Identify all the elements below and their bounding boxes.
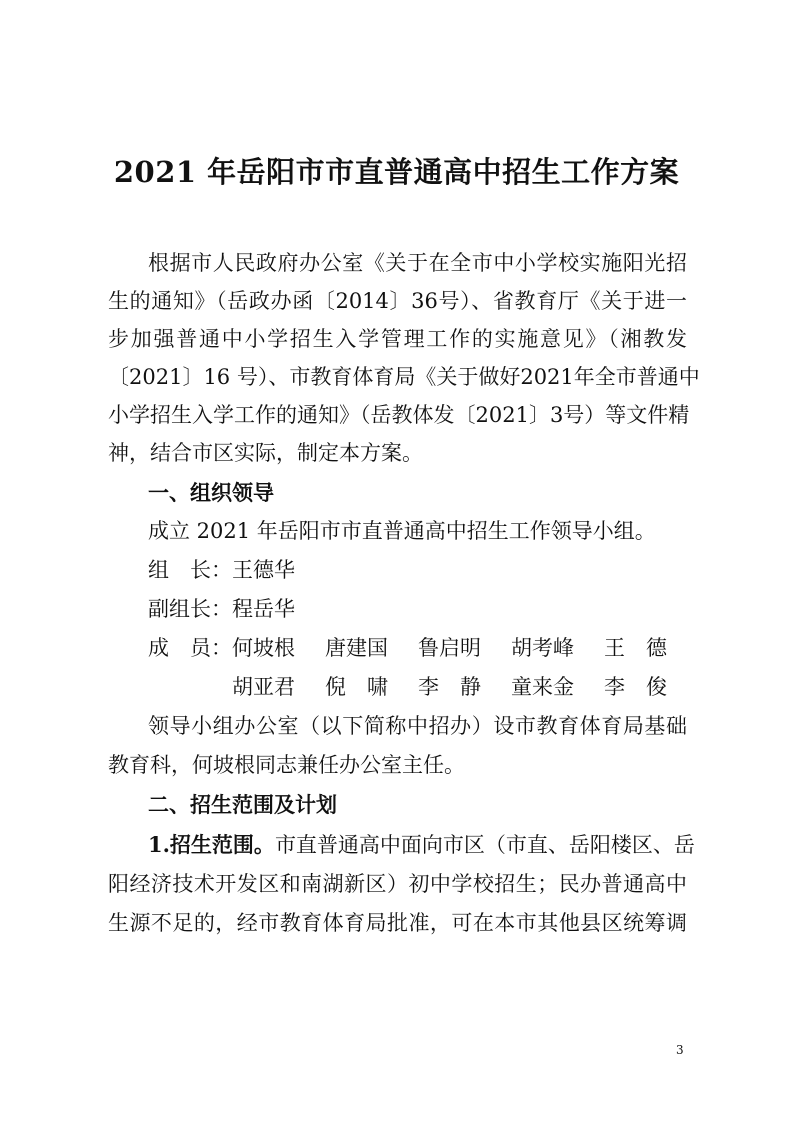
section1-text: 成立 2021 年岳阳市市直普通高中招生工作领导小组。 — [148, 519, 656, 543]
intro-line-5: 小学招生入学工作的通知》（岳教体发〔2021〕3号）等文件精 — [108, 403, 690, 427]
scope-line-3: 生源不足的，经市教育体育局批准，可在本市其他县区统筹调 — [108, 911, 687, 935]
member-name: 童来金 — [511, 675, 574, 699]
members-row-1 — [148, 633, 697, 663]
leader-name: 王德华 — [232, 558, 295, 582]
members-label: 成 员： — [148, 636, 232, 660]
member-name: 李 俊 — [604, 675, 667, 699]
intro-line-6: 神，结合市区实际，制定本方案。 — [108, 441, 423, 465]
member-name: 胡考峰 — [511, 636, 574, 660]
intro-line-1: 根据市人民政府办公室《关于在全市中小学校实施阳光招 — [148, 251, 687, 275]
deputy-name: 程岳华 — [232, 597, 295, 621]
deputy-label: 副组长： — [148, 597, 232, 621]
deputy-row — [148, 594, 295, 624]
member-name: 胡亚君 — [232, 675, 295, 699]
member-name: 何坡根 — [232, 636, 295, 660]
scope-line-1 — [148, 830, 695, 860]
leader-label: 组 长： — [148, 558, 232, 582]
member-name: 王 德 — [604, 636, 667, 660]
intro-line-2: 生的通知》（岳政办函〔2014〕36号）、省教育厅《关于进一 — [108, 289, 687, 313]
document-title: 2021 年岳阳市市直普通高中招生工作方案 — [113, 155, 680, 189]
scope-line-1-text: 市直普通高中面向市区（市直、岳阳楼区、岳 — [274, 833, 695, 857]
scope-bold-label: 1.招生范围。 — [148, 832, 275, 857]
leader-row — [148, 555, 295, 585]
intro-line-4: 〔2021〕16 号）、市教育体育局《关于做好2021年全市普通中 — [108, 365, 700, 389]
member-name: 唐建国 — [325, 636, 388, 660]
section-heading-organization: 一、组织领导 — [148, 481, 274, 505]
member-name: 李 静 — [418, 675, 481, 699]
members-row-2 — [232, 672, 697, 702]
office-line-1: 领导小组办公室（以下简称中招办）设市教育体育局基础 — [148, 714, 687, 738]
member-name: 倪 啸 — [325, 675, 388, 699]
member-name: 鲁启明 — [418, 636, 481, 660]
scope-line-2: 阳经济技术开发区和南湖新区）初中学校招生；民办普通高中 — [108, 872, 687, 896]
page-number: 3 — [676, 1043, 684, 1057]
section-heading-scope: 二、招生范围及计划 — [148, 793, 337, 817]
intro-line-3: 步加强普通中小学招生入学管理工作的实施意见》（湘教发 — [108, 327, 687, 351]
office-line-2: 教育科，何坡根同志兼任办公室主任。 — [108, 753, 465, 777]
